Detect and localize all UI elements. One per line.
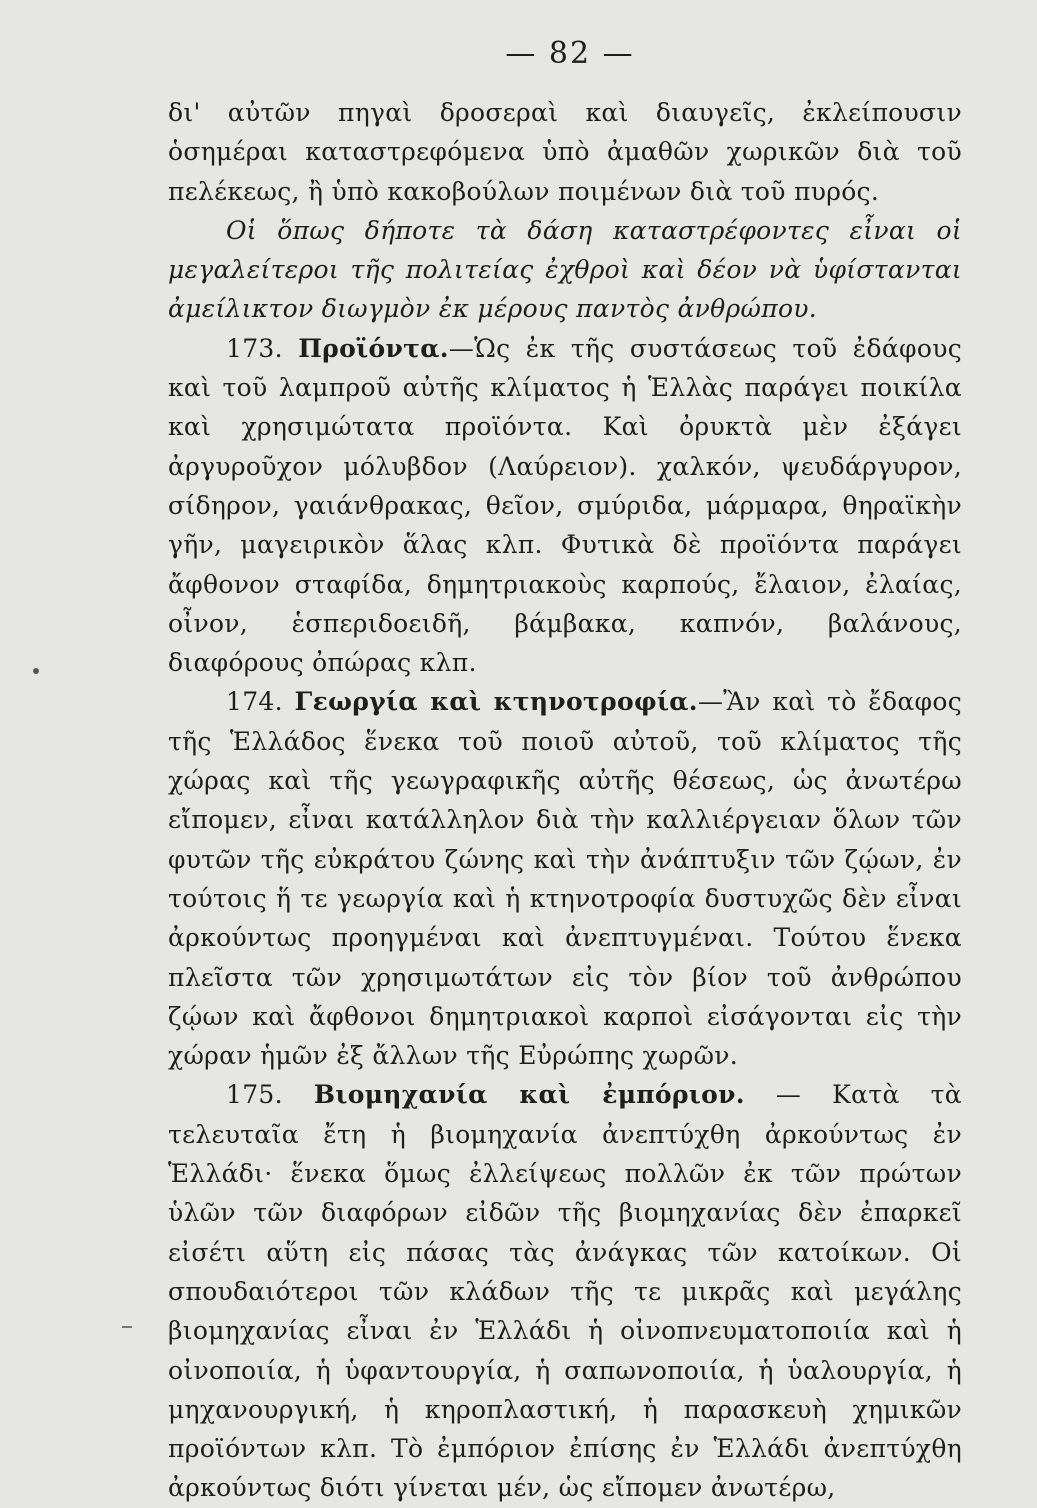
section-body: — Κατὰ τὰ τελευταῖα ἔτη ἡ βιομηχανία ἀνεπτύχθη ἀρκούντως ἐν Ἑλλάδι· ἕνεκα ὅμως ἐλλείψεως πολλῶν ἐκ τῶν πρώτων ὑλῶν τῶν διαφόρων εἰδῶν τῆς βιομηχανίας δὲν ἐπαρκεῖ εἰσέτι αὕτη εἰς πάσας τὰς ἀνάγκας τῶν κατοίκων. Οἱ σπουδαιότεροι τῶν κλάδων τῆς τε μικρᾶς καὶ μεγάλης βιομηχανίας εἶναι ἐν Ἑλλάδι ἡ οἰνοπνευματοποιία καὶ ἡ οἰνοποιία, ἡ ὑφαντουργία, ἡ σαπωνοποιία, ἡ ὑαλουργία, ἡ μηχανουργική, ἡ κηροπλαστική, ἡ παρασκευὴ χημικῶν προϊόντων κλπ. Τὸ ἐμπόριον ἐπίσης ἐν Ἑλλάδι ἀνεπτύχθη ἀρκούντως διότι γίνεται μέν, ὡς εἴπομεν ἀνωτέρω, (168, 1080, 962, 1503)
margin-mark (122, 1326, 132, 1328)
section-title: Βιομηχανία καὶ ἐμπόριον. (313, 1080, 745, 1110)
section-body: —Ὡς ἐκ τῆς συστάσεως τοῦ ἐδάφους καὶ τοῦ λαμπροῦ αὐτῆς κλίματος ἡ Ἑλλὰς παράγει ποικίλα καὶ χρησιμώτατα προϊόντα. Καὶ ὀρυκτὰ μὲν ἐξάγει ἀργυροῦχον μόλυβδον (Λαύρειον). χαλκόν, ψευδάργυρον, σίδηρον, γαιάνθρακας, θεῖον, σμύριδα, μάρμαρα, θηραϊκὴν γῆν, μαγειρικὸν ἅλας κλπ. Φυτικὰ δὲ προϊόντα παράγει ἄφθονον σταφίδα, δημητριακοὺς καρπούς, ἔλαιον, ἐλαίας, οἶνον, ἑσπεριδοειδῆ, βάμβακα, καπνόν, βαλάνους, διαφόρους ὀπώρας κλπ. (168, 333, 962, 678)
paragraph-forests-note: Οἱ ὅπως δήποτε τὰ δάση καταστρέφοντες εἶναι οἱ μεγαλείτεροι τῆς πολιτείας ἐχθροὶ καὶ δέον νὰ ὑφίστανται ἀμείλικτον διωγμὸν ἐκ μέρους παντὸς ἀνθρώπου. (168, 215, 962, 324)
section-title: Προϊόντα. (298, 333, 449, 363)
paragraph-continuation: δι' αὐτῶν πηγαὶ δροσεραὶ καὶ διαυγεῖς, ἐκλείπουσιν ὁσημέραι καταστρεφόμενα ὑπὸ ἀμαθῶν χωρικῶν διὰ τοῦ πελέκεως, ἢ ὑπὸ κακοβούλων ποιμένων διὰ τοῦ πυρός. (168, 98, 962, 206)
section-number: 174. (226, 687, 283, 717)
section-number: 173. (226, 333, 283, 363)
page-number: — 82 — (505, 36, 635, 71)
section-175 (168, 1075, 962, 1507)
section-173 (168, 329, 962, 683)
margin-mark (33, 668, 39, 674)
section-title: Γεωργία καὶ κτηνοτροφία. (294, 687, 698, 717)
section-174 (168, 682, 962, 1075)
section-number: 175. (226, 1080, 283, 1110)
section-body: —Ἂν καὶ τὸ ἔδαφος τῆς Ἑλλάδος ἕνεκα τοῦ ποιοῦ αὐτοῦ, τοῦ κλίματος τῆς χώρας καὶ τῆς γεωγραφικῆς αὐτῆς θέσεως, ὡς ἀνωτέρω εἴπομεν, εἶναι κατάλληλον διὰ τὴν καλλιέργειαν ὅλων τῶν φυτῶν τῆς εὐκράτου ζώνης καὶ τὴν ἀνάπτυξιν τῶν ζῴων, ἐν τούτοις ἥ τε γεωργία καὶ ἡ κτηνοτροφία δυστυχῶς δὲν εἶναι ἀρκούντως προηγμέναι καὶ ἀνεπτυγμέναι. Τούτου ἕνεκα πλεῖστα τῶν χρησιμωτάτων εἰς τὸν βίον τοῦ ἀνθρώπου ζῴων καὶ ἄφθονοι δημητριακοὶ καρποὶ εἰσάγονται εἰς τὴν χώραν ἡμῶν ἐξ ἄλλων τῆς Εὐρώπης χωρῶν. (168, 687, 963, 1071)
